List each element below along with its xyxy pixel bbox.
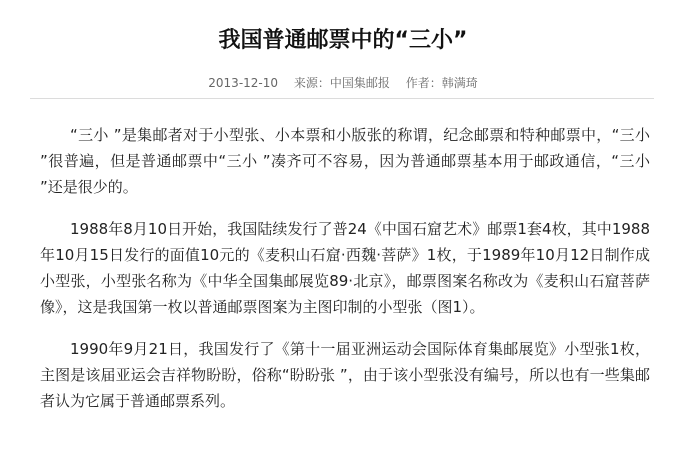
article-author: 作者：韩满琦: [405, 76, 478, 90]
header-divider: [30, 98, 654, 99]
paragraph: 1990年9月21日，我国发行了《第十一届亚洲运动会国际体育集邮展览》小型张1枚，主图是该届亚运会吉祥物盼盼，俗称“盼盼张 ”，由于该小型张没有编号，所以也有一些集邮者认为它属于普通邮票系列。: [40, 340, 650, 410]
article-meta: [0, 74, 686, 92]
article-title: 我国普通邮票中的“三小”: [218, 28, 468, 53]
paragraph: 1988年8月10日开始，我国陆续发行了普24《中国石窟艺术》邮票1套4枚，其中1988年10月15日发行的面值10元的《麦积山石窟·西魏·菩萨》1枚，于1989年10月12日制作成小型张，小型张名称为《中华全国集邮展览89·北京》，邮票图案名称改为《麦积山石窟菩萨像》，这是我国第一枚以普通邮票图案为主图印制的小型张（图1）。: [40, 220, 650, 316]
article-body: [40, 122, 650, 430]
publish-date: 2013-12-10: [208, 76, 279, 90]
paragraph: “三小 ”是集邮者对于小型张、小本票和小版张的称谓，纪念邮票和特种邮票中，“三小 ”很普遍，但是普通邮票中“三小 ”凑齐可不容易，因为普通邮票基本用于邮政通信，“三小 ”还是很少的。: [40, 126, 650, 196]
article-source: 来源：中国集邮报: [293, 76, 390, 90]
